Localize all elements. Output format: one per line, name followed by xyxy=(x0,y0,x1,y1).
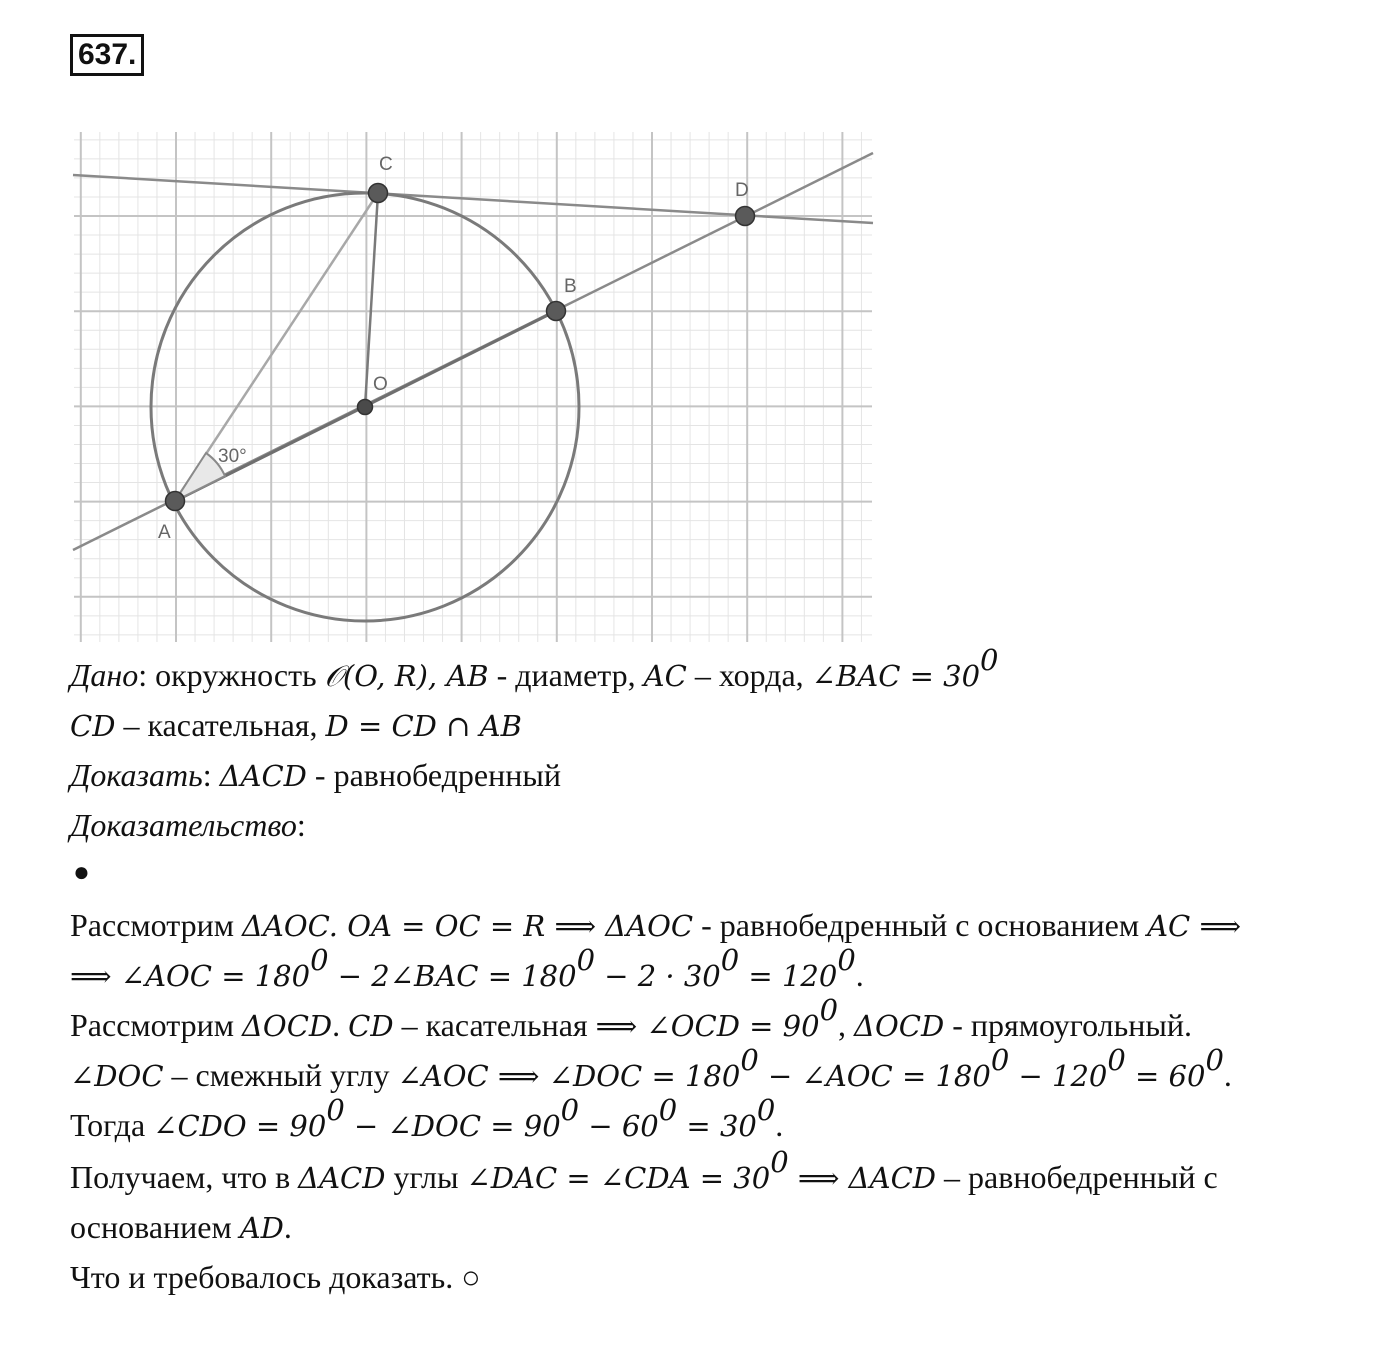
bullet-icon: ● xyxy=(73,857,90,888)
label-a: A xyxy=(158,522,171,543)
qed-icon: ○ xyxy=(461,1259,481,1295)
proof-line-1: Рассмотрим ΔAOC. OA = OC = R ⟹ ΔAOC - равнобедренный с основанием AC ⟹ xyxy=(70,907,1242,943)
geometry-figure xyxy=(0,0,1400,650)
label-c: C xyxy=(379,154,393,175)
given-line-1: Дано: окружность 𝒪(O, R), AB - диаметр, AC – хорда, ∠BAC = $30^0$ xyxy=(70,643,999,693)
point-c xyxy=(369,184,388,203)
proof-line-2: ⟹ ∠AOC = $180^0$ − 2∠BAC = $180^0 - 2 \cdot 30^0 = 120^0$. xyxy=(70,943,864,993)
label-b: B xyxy=(564,276,577,297)
proof-line-3: Рассмотрим ΔOCD. CD – касательная ⟹ ∠OCD = $90^0$, ΔOCD - прямоугольный. xyxy=(70,993,1192,1043)
point-d xyxy=(736,207,755,226)
prove-line: Доказать: ΔACD - равнобедренный xyxy=(70,757,561,793)
point-b xyxy=(547,302,566,321)
grid-minor xyxy=(74,132,872,642)
proof-line-6: Получаем, что в ΔACD углы ∠DAC = ∠CDA = $30^0$ ⟹ ΔACD – равнобедренный с xyxy=(70,1145,1218,1195)
proof-line-5: Тогда ∠CDO = $90^0$ − ∠DOC = $90^0 - 60^0 = 30^0$. xyxy=(70,1093,784,1143)
angle-label: 30° xyxy=(218,446,247,467)
proof-heading: Доказательство: xyxy=(70,807,306,843)
label-o: O xyxy=(373,374,388,395)
problem-number: 637. xyxy=(70,34,144,76)
conclusion-line: Что и требовалось доказать. ○ xyxy=(70,1259,481,1295)
proof-line-4: ∠DOC – смежный углу ∠AOC ⟹ ∠DOC = $180^0$ − ∠AOC = $180^0 - 120^0 = 60^0$. xyxy=(70,1043,1232,1093)
proof-line-7: основанием AD. xyxy=(70,1209,292,1245)
label-d: D xyxy=(735,180,749,201)
point-a xyxy=(166,492,185,511)
point-o xyxy=(358,400,373,415)
given-line-2: CD – касательная, D = CD ∩ AB xyxy=(70,707,522,743)
